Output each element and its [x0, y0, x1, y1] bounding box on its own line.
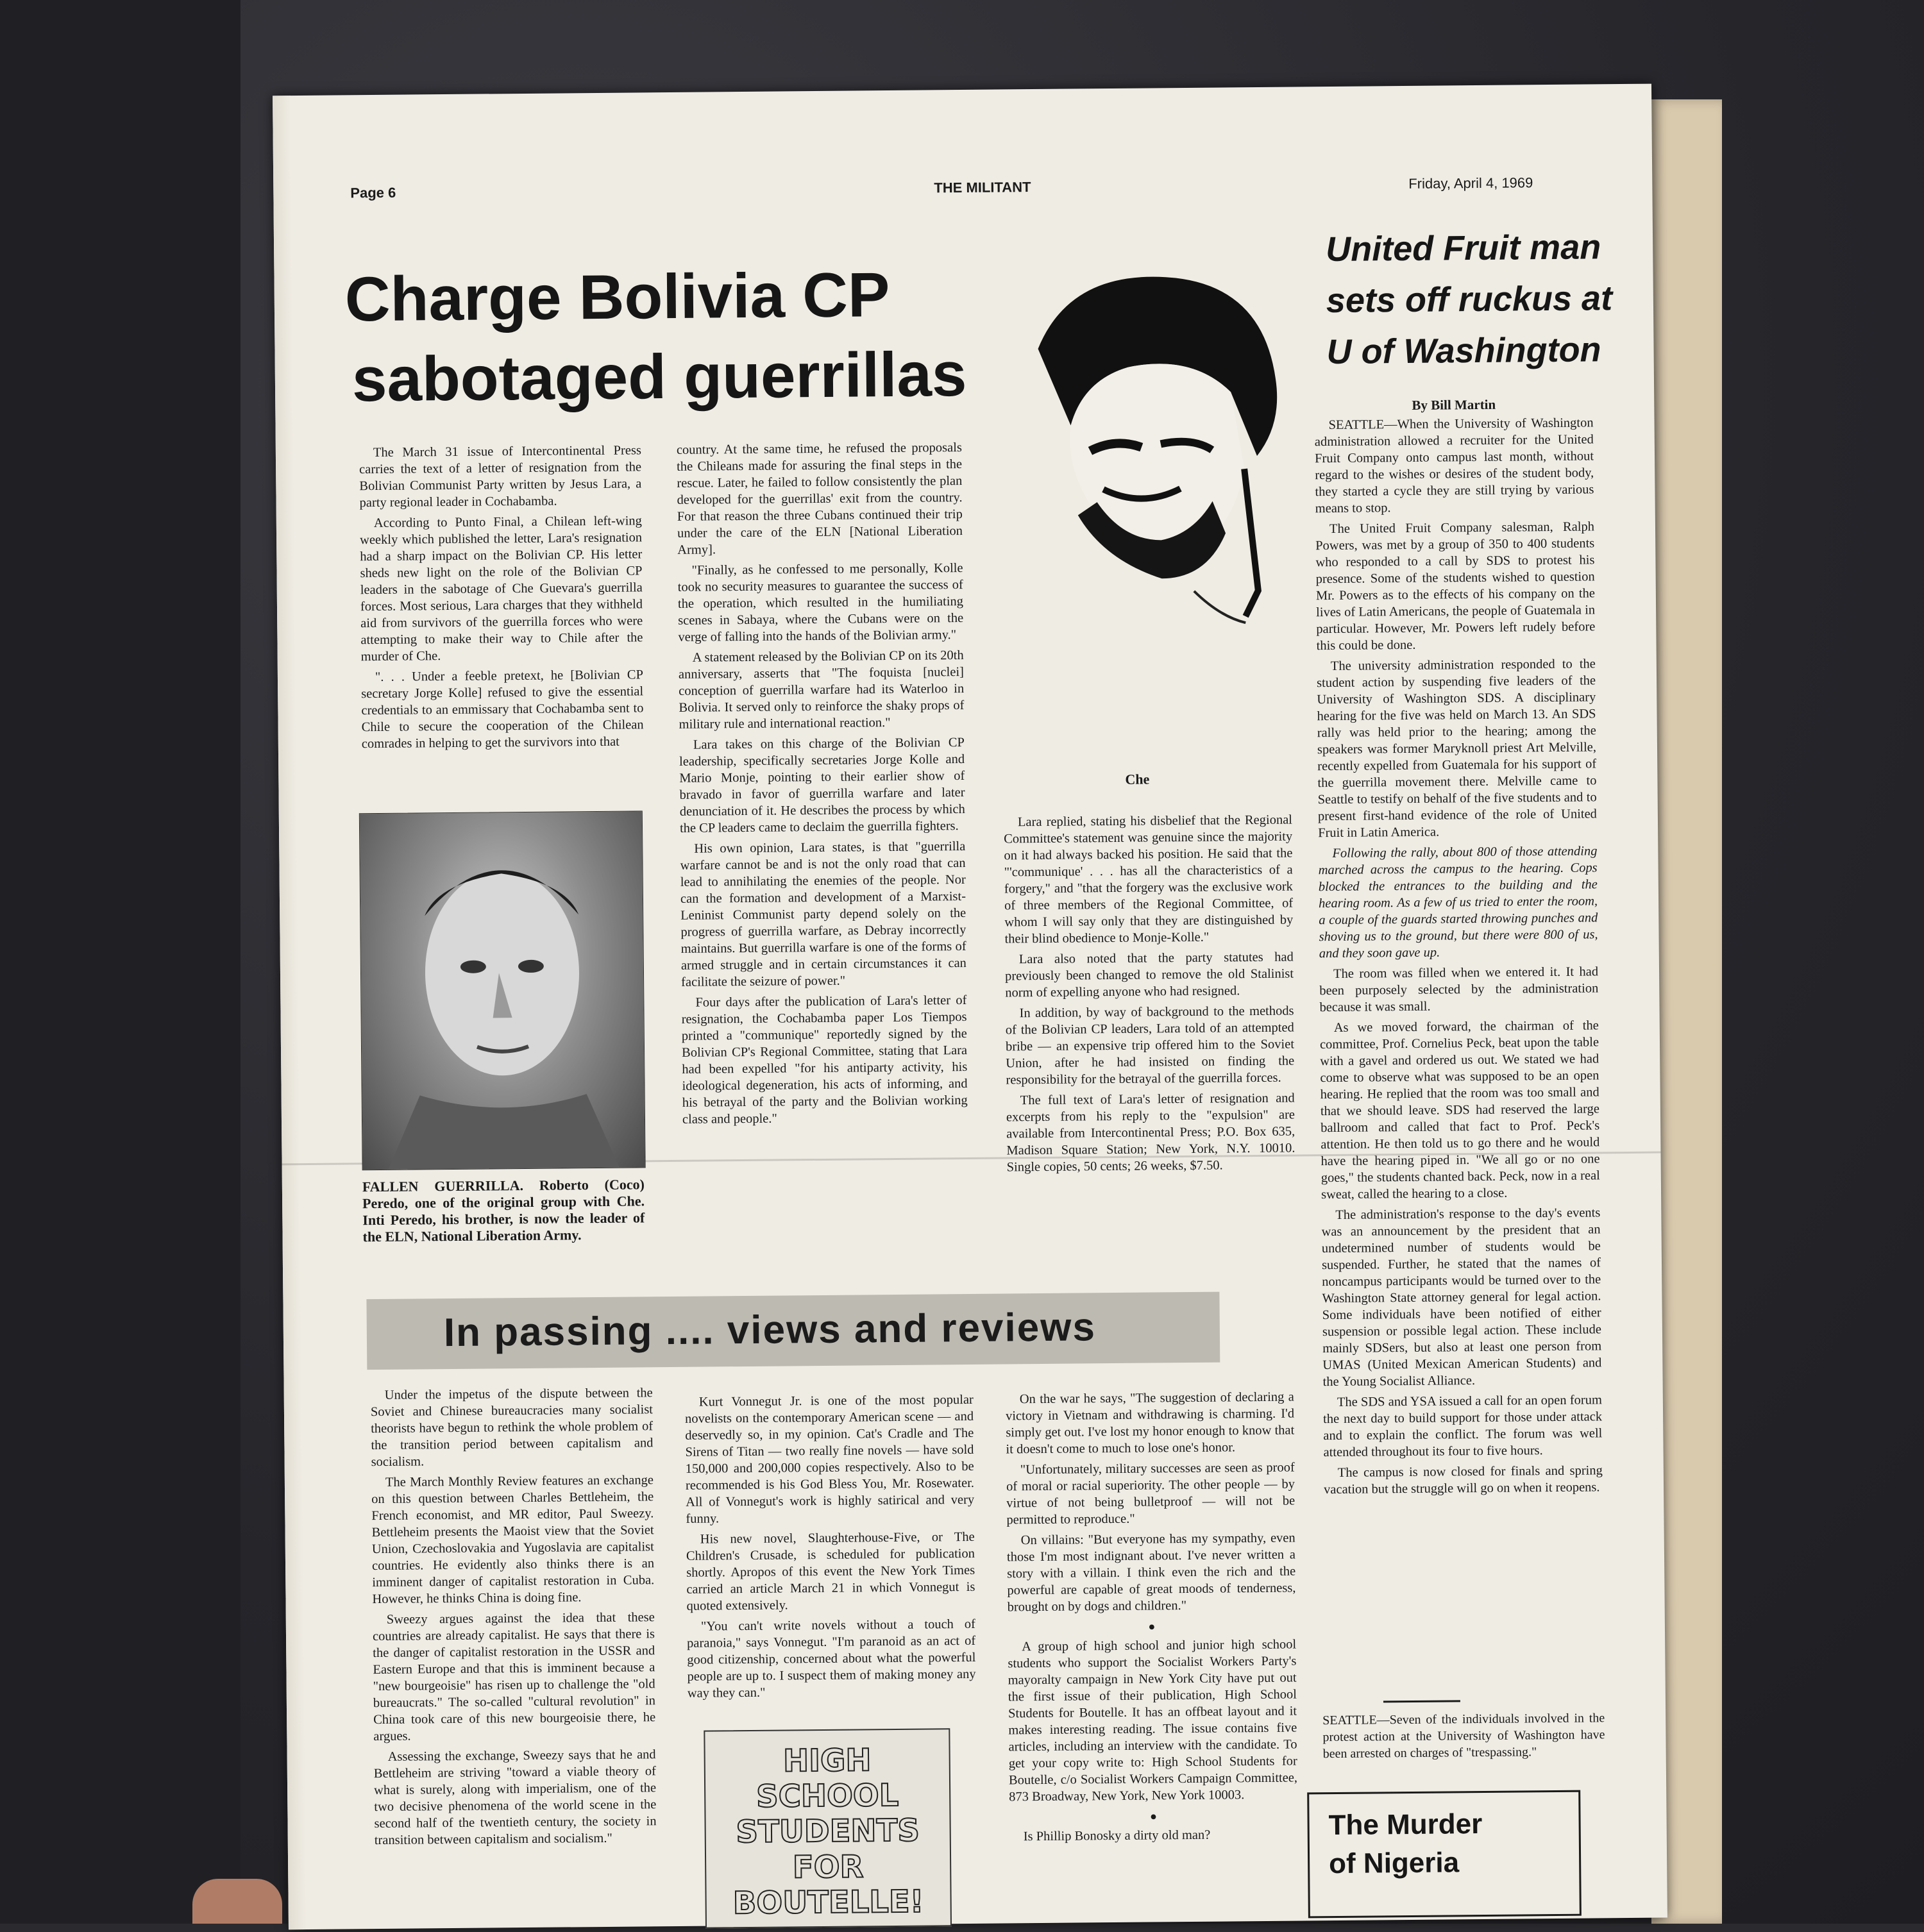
paragraph: The campus is now closed for finals and spring vacation but the struggle will go on when it reopens.	[1323, 1463, 1603, 1497]
paragraph: According to Punto Final, a Chilean left-wing weekly which published the letter, Lara's resignation had a sharp impact on the Bolivian CP. His letter sheds new light on the role of the Bolivian CP leaders in the sabotage of Che Guevara's guerrilla forces. Most serious, Lara charges that they withheld aid from survivors of the guerrilla forces who were attempting to make their way to Chile after the murder of Che.	[359, 514, 643, 664]
paragraph: Following the rally, about 800 of those attending marched across the campus to the hearing. Cops blocked the entrances to the building and the hearing room. As a few of us tried to enter the room, a couple of the guards started throwing punches and shoving us to the ground, but there were 800 of us, and they soon gave up.	[1318, 844, 1598, 961]
paragraph: Lara also noted that the party statutes had previously been changed to remove the old Stalinist norm of expelling anyone who had resigned.	[1004, 950, 1294, 1000]
passing-col2	[685, 1391, 976, 1721]
paragraph: country. At the same time, he refused the proposals the Chileans made for assuring the final steps in the rescue. Later, he failed to follow consistently the plan developed for the guerrillas' exit from the country. For that reason the three Cubans continued their trip under the care of the ELN [National Liberation Army].	[676, 441, 963, 557]
main-headline-line2: sabotaged guerrillas	[351, 338, 967, 415]
main-article-col3	[1004, 812, 1296, 1282]
box-title-line2: of Nigeria	[1328, 1847, 1460, 1880]
passing-col3	[1006, 1389, 1299, 1917]
paragraph: On the war he says, "The suggestion of declaring a victory in Vietnam and withdrawing is charming. I'd simply get out. I've lost my honor enough to know that it doesn't come to much to lose one's honor.	[1005, 1390, 1295, 1457]
paragraph: Lara takes on this charge of the Bolivian CP leadership, specifically secretaries Jorge Kolle and Mario Monje, pointing to their earlier show of bravado in favor of guerrilla warfare and later denunciation of it. He describes the process by which the CP leaders came to declaim the guerrilla fighters.	[679, 735, 965, 836]
section-bullet: ●	[1149, 1810, 1158, 1823]
paragraph: The full text of Lara's letter of resignation and excerpts from his reply to the "expulsion" are available from Intercontinental Press; P.O. Box 635, Madison Square Station; New York, N.Y. 10010. Single copies, 50 cents; 26 weeks, $7.50.	[1006, 1091, 1295, 1175]
seattle-arrest-note: SEATTLE—Seven of the individuals involved in the protest action at the University of Washington have been arrested on charges of "trespassing."	[1322, 1711, 1605, 1761]
ufruit-headline-line2: sets off ruckus at	[1326, 279, 1613, 321]
paragraph: Lara replied, stating his disbelief that the Regional Committee's statement was genuine since the majority on it had always backed his position. He said that the "'communique' . . . has all the characteristics of a forgery," and "that the forgery was the exclusive work of three members of the Regional Committee, of whom I will say only that they are distinguished by their blind obedience to Monje-Kolle."	[1004, 812, 1294, 946]
in-passing-banner	[366, 1292, 1220, 1370]
ufruit-byline: By Bill Martin	[1412, 396, 1496, 413]
paragraph: A statement released by the Bolivian CP on its 20th anniversary, asserts that "The foquista [nuclei] conception of guerrilla warfare had its Waterloo in Bolivia. It served only to reinforce the shaky props of military rule and international reaction."	[678, 648, 965, 732]
paragraph: Four days after the publication of Lara's letter of resignation, the Cochabamba paper Los Tiempos printed a "communique" reportedly signed by the Bolivian CP's Regional Committee, stating that Lara had been expelled "for his antiparty activity, his ideological degeneration, his acts of informing, and his betrayal of the party and the Bolivian working class and people."	[681, 993, 968, 1127]
paragraph: The March 31 issue of Intercontinental Press carries the text of a letter of resignation from the Bolivian Communist Party written by Jesus Lara, a party regional leader in Cochabamba.	[359, 443, 642, 510]
paragraph: His own opinion, Lara states, is that "guerrilla warfare cannot be and is not the only road that can lead to annihilating the enemies of the people. Nor can the formation and development of a Marxist-Leninist Communist party depend solely on the progress of guerrilla warfare, as Debray incorrectly maintains. But guerrilla warfare is one of the forms of armed struggle and in certain circumstances it can facilitate the seizure of power."	[680, 839, 966, 989]
paragraph: ". . . Under a feeble pretext, he [Bolivian CP secretary Jorge Kolle] refused to give the essential credentials to an emmissary that Cochabamba sent to Chile to secure the cooperation of the Chilean comrades in helping to get the survivors into that	[361, 668, 644, 752]
che-caption: Che	[1125, 771, 1150, 787]
section-bullet: ●	[1148, 1620, 1156, 1633]
page-number: Page 6	[350, 184, 396, 201]
paragraph: The United Fruit Company salesman, Ralph Powers, was met by a group of 350 to 400 students who responded to a call by SDS to protest his presence. Some of the students wished to question Mr. Powers as to the effects of his company on the lives of Latin Americans, the people of Guatemala in particular. However, Mr. Powers left rudely before this could be done.	[1315, 519, 1596, 653]
paragraph: Kurt Vonnegut Jr. is one of the most popular novelists on the contemporary American scene — and deservedly so, in my opinion. Cat's Cradle and The Sirens of Titan — two really fine novels — have sold 150,000 and 200,000 copies respectively. Also to be recommended is his God Bless You, Mr. Rosewater. All of Vonnegut's work is highly satirical and very funny.	[684, 1392, 975, 1526]
peredo-photo	[359, 811, 646, 1170]
murder-of-nigeria-box	[1307, 1790, 1582, 1919]
paragraph: The room was filled when we entered it. It had been purposely selected by the administration because it was small.	[1319, 964, 1599, 1015]
paper-name: THE MILITANT	[934, 179, 1031, 196]
main-article-col1	[359, 442, 645, 803]
paragraph: A group of high school and junior high school students who support the Socialist Workers Party's mayoralty campaign in New York City have put out the first issue of their publication, High School Students for Boutelle. It has an offbeat layout and it makes interesting reading. The issue contains five articles, including an interview with the candidate. To get your copy write to: High School Students for Boutelle, c/o Socialist Workers Campaign Committee, 873 Broadway, New York, New York 10003.	[1008, 1637, 1298, 1804]
passing-col1	[371, 1384, 657, 1919]
paragraph: The March Monthly Review features an exchange on this question between Charles Bettleheim, the French economist, and MR editor, Paul Sweezy. Bettleheim presents the Maoist view that the Soviet Union, Czechoslovakia and Yugoslavia are capitalist countries. He evidently also thinks there is an imminent danger of capitalist restoration in Cuba. However, he thinks China is doing fine.	[371, 1473, 655, 1607]
paragraph: On villains: "But everyone has my sympathy, even those I'm most indignant about. I've never written a story with a villain. I think even the rich and the powerful are capable of great moods of tenderness, brought on by dogs and children."	[1006, 1531, 1296, 1615]
paragraph: Assessing the exchange, Sweezy says that he and Bettleheim are striving "toward a viable theory of what is surely, along with imperialism, one of the two decisive phenomena of the world scene in the second half of the twentieth century, the society in transition between capitalism and socialism."	[373, 1747, 657, 1848]
paragraph: SEATTLE—When the University of Washington administration allowed a recruiter for the United Fruit Company onto campus last month, without regard to the wishes or desires of the student body, they started a cycle they are still trying by various means to stop.	[1314, 416, 1594, 516]
paragraph: The SDS and YSA issued a call for an open forum the next day to build support for those under attack and to explain the conflict. The forum was well attended throughout its four to five hours.	[1323, 1393, 1603, 1460]
background-shadow	[0, 0, 240, 1924]
portrait-illustration	[360, 811, 645, 1170]
paragraph: "You can't write novels without a touch of paranoia," says Vonnegut. "I'm paranoid as an act of good citizenship, concerned about what the powerful people are up to. I suspect them of making money any way they can."	[687, 1617, 976, 1701]
ufruit-headline-line1: United Fruit man	[1325, 228, 1601, 269]
main-headline-line1: Charge Bolivia CP	[344, 258, 890, 335]
paragraph: In addition, by way of background to the methods of the Bolivian CP leaders, Lara told of an attempted bribe — an expensive trip offered him to the Soviet Union, after he had insisted on finding the responsibility for the betrayal of the guerrilla forces.	[1005, 1004, 1295, 1088]
box-title-line1: The Murder	[1328, 1808, 1483, 1842]
paragraph: Under the impetus of the dispute between the Soviet and Chinese bureaucracies many socialist theorists have begun to rethink the whole problem of the transition period between capitalism and socialism.	[370, 1386, 654, 1470]
ufruit-article-body	[1314, 395, 1605, 1686]
paragraph: "Finally, as he confessed to me personally, Kolle took no security measures to guarantee the success of the operation, which resulted in the humiliating scenes in Sabaya, where the Cubans were on the verge of falling into the hands of the Bolivian army."	[677, 561, 964, 644]
newspaper-page	[273, 84, 1667, 1930]
paragraph: Is Phillip Bonosky a dirty old man?	[1023, 1827, 1211, 1844]
paragraph: His new novel, Slaughterhouse-Five, or The Children's Crusade, is scheduled for publication shortly. Apropos of this event the New York Times carried an article March 21 in which Vonnegut is quoted extensively.	[686, 1529, 975, 1613]
paragraph: As we moved forward, the chairman of the committee, Prof. Cornelius Peck, beat upon the table with a gavel and ordered us out. We stated we had come to observe what was supposed to be an open hearing. He replied that the room was too small and that we should leave. SDS had reserved the large ballroom and called that fact to Prof. Peck's attention. He then told us to go there and he would have the hearing piped in. "We all go or no one goes," the students chanted back. Peck, now in a real sweat, called the hearing to a close.	[1319, 1018, 1600, 1202]
paragraph: Sweezy argues against the idea that these countries are already capitalist. He says that there is the danger of capitalist restoration in the USSR and Eastern Europe and that this is imminent because a "new bourgeoisie" has risen up to challenge the "old bureaucrats." The so-called "cultural revolution" in China took care of this new bourgeoisie there, he argues.	[372, 1610, 656, 1744]
peredo-photo-caption: FALLEN GUERRILLA. Roberto (Coco) Peredo, one of the original group with Che. Inti Peredo, his brother, is now the leader of the ELN, National Liberation Army.	[362, 1176, 645, 1245]
paragraph: "Unfortunately, military successes are seen as proof of moral or racial superiority. The other people — by virtue of not being bulletproof — will not be permitted to reproduce."	[1006, 1460, 1295, 1527]
che-illustration	[999, 256, 1303, 631]
ufruit-headline-line3: U of Washington	[1326, 330, 1601, 372]
paragraph: The university administration responded to the student action by suspending five leaders of the University of Washington SDS. A disciplinary hearing for the five was held on March 13. An SDS rally was held prior to the hearing; among the speakers was former Maryknoll priest Art Melville, recently expelled from Guatemala for his support of the guerrilla movement there. Melville came to Seattle to testify on behalf of the five students and to present first-hand evidence of the role of United Fruit in Latin America.	[1316, 657, 1597, 841]
in-passing-title: In passing .... views and reviews	[443, 1305, 1097, 1356]
main-article-col2	[677, 439, 969, 1282]
issue-date: Friday, April 4, 1969	[1408, 174, 1533, 192]
paragraph: The administration's response to the day's events was an announcement by the president that an undetermined number of students would be suspended. Further, he stated that the names of noncampus participants would be turned over to the Washington State attorney general for legal action. Some individuals have been notified of either suspension or possible legal action. These include mainly SDSers, but also at least one person from UMAS (United Mexican American Students) and the Young Socialist Alliance.	[1321, 1205, 1602, 1390]
high-school-students-graphic: HIGH SCHOOL STUDENTS FOR BOUTELLE!	[704, 1728, 952, 1928]
hand-holding-page	[192, 1879, 282, 1924]
